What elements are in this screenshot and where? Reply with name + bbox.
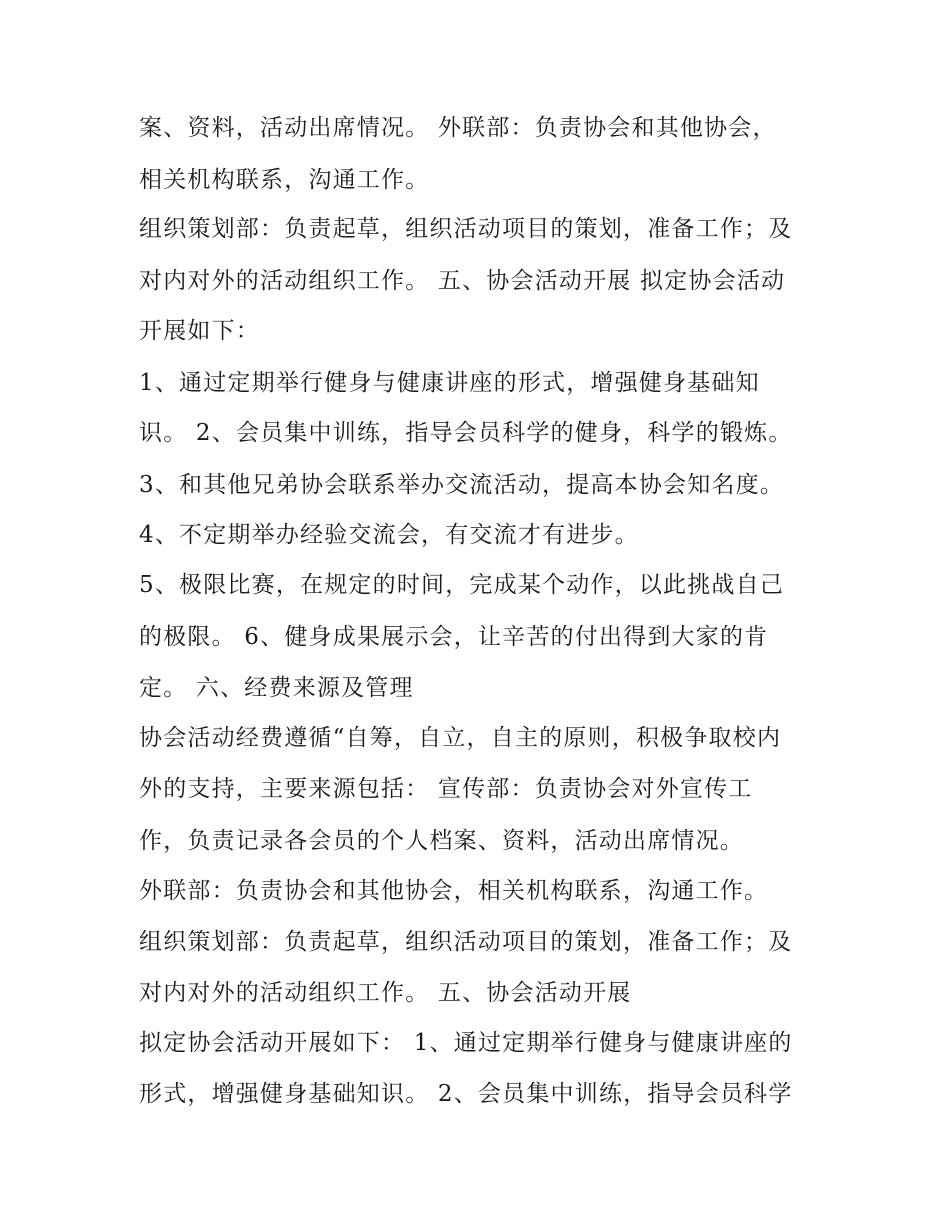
text-line: 对内对外的活动组织工作。 五、协会活动开展	[139, 980, 632, 1006]
text-line: 1、通过定期举行健身与健康讲座的形式，增强健身基础知	[139, 370, 760, 396]
text-line: 拟定协会活动开展如下： 1、通过定期举行健身与健康讲座的	[139, 1030, 793, 1056]
text-line: 组织策划部：负责起草，组织活动项目的策划，准备工作；及	[139, 929, 793, 955]
text-line: 的极限。 6、健身成果展示会，让辛苦的付出得到大家的肯	[139, 624, 769, 650]
text-line: 外的支持，主要来源包括： 宣传部：负责协会对外宣传工	[139, 776, 753, 802]
text-line: 5、极限比赛，在规定的时间，完成某个动作，以此挑战自己	[139, 572, 785, 598]
text-line: 对内对外的活动组织工作。 五、协会活动开展 拟定协会活动	[139, 268, 786, 294]
text-line: 4、不定期举办经验交流会，有交流才有进步。	[139, 522, 639, 548]
text-line: 案、资料，活动出席情况。 外联部：负责协会和其他协会，	[139, 115, 777, 141]
text-line: 相关机构联系，沟通工作。	[139, 167, 430, 193]
text-line: 识。 2、会员集中训练，指导会员科学的健身，科学的锻炼。	[139, 420, 793, 446]
text-line: 协会活动经费遵循“自筹，自立，自主的原则，积极争取校内	[139, 725, 782, 751]
text-line: 开展如下：	[139, 318, 260, 344]
text-line: 形式，增强健身基础知识。 2、会员集中训练，指导会员科学	[139, 1081, 793, 1107]
text-line: 外联部：负责协会和其他协会，相关机构联系，沟通工作。	[139, 878, 769, 904]
text-line: 3、和其他兄弟协会联系举办交流活动，提高本协会知名度。	[139, 472, 785, 498]
text-line: 作，负责记录各会员的个人档案、资料，活动出席情况。	[139, 828, 744, 854]
text-line: 定。 六、经费来源及管理	[139, 675, 414, 701]
text-line: 组织策划部：负责起草，组织活动项目的策划，准备工作；及	[139, 216, 793, 242]
